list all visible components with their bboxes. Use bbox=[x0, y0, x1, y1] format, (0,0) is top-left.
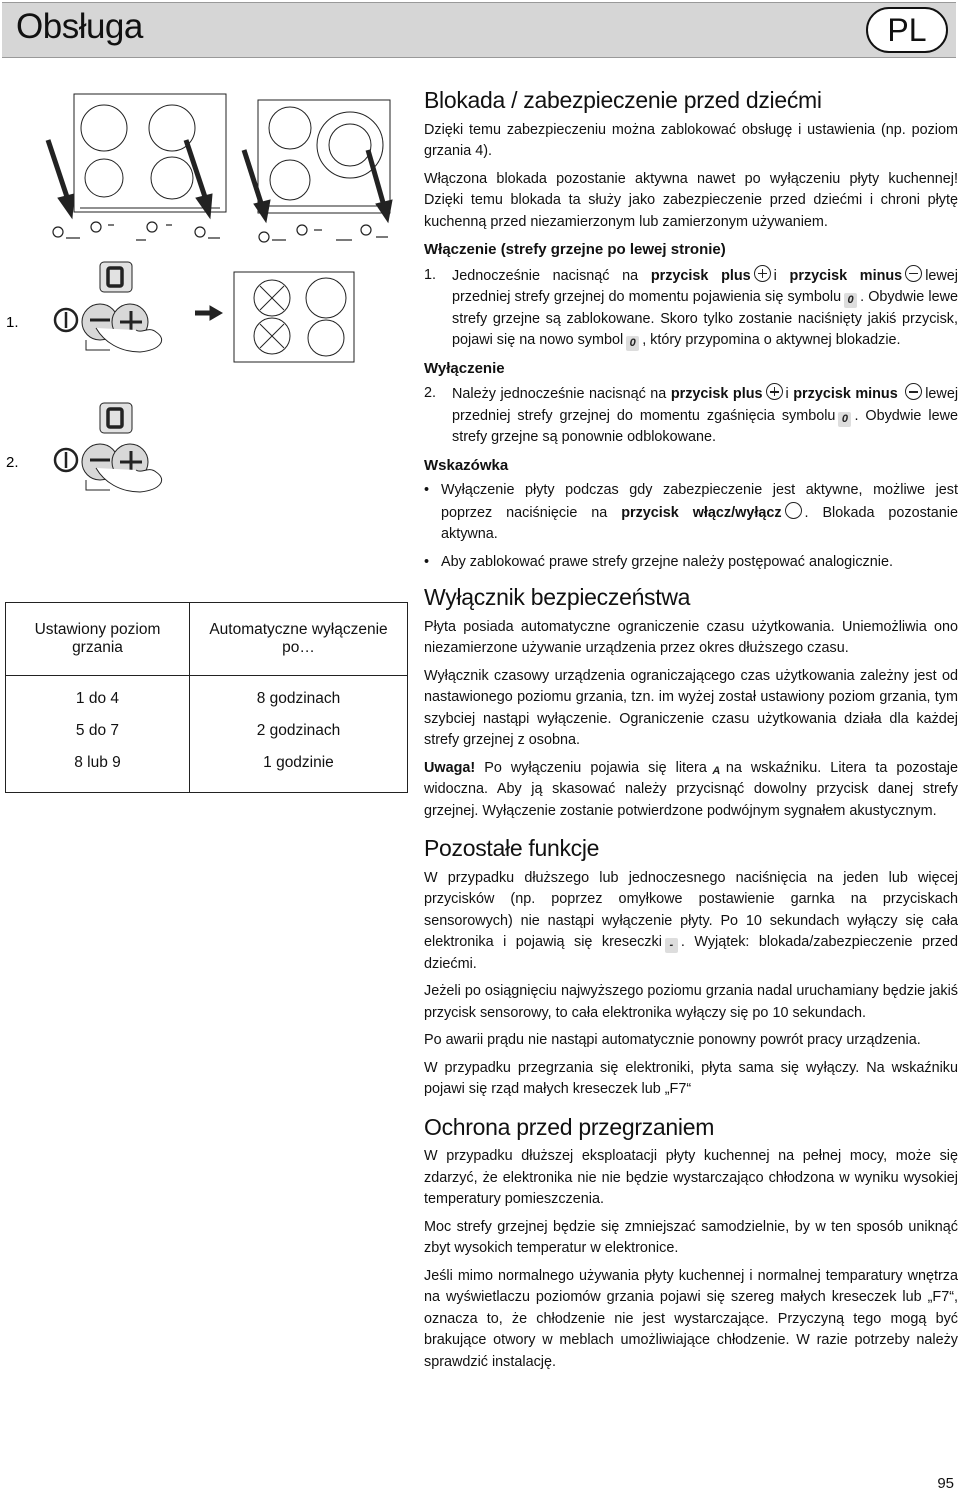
paragraph: Włączona blokada pozostanie aktywna nawet po wyłączeniu płyty kuchennej! Dzięki temu blokada ta służy jako zabezpieczenie przed dziećmi i chroni płytę kuchenną przed niezamierzonym lub zamierzonym używaniem. bbox=[424, 170, 958, 230]
plus-icon bbox=[766, 383, 783, 400]
list-item: • Wyłączenie płyty podczas gdy zabezpieczenie jest aktywne, możliwe jest poprzez naciśnięcie na przycisk włącz/wyłącz . Blokada pozostanie aktywna. bbox=[424, 482, 959, 542]
section-title: Ochrona przed przegrzaniem bbox=[424, 1113, 715, 1140]
lock-symbol-icon: 0 bbox=[838, 412, 851, 427]
section-title: Wyłącznik bezpieczeństwa bbox=[424, 584, 691, 610]
page-title: Obsługa bbox=[16, 7, 143, 46]
item-number: 1. bbox=[424, 266, 437, 283]
section-overheat-protection bbox=[424, 1113, 958, 1374]
hob-zone bbox=[85, 159, 123, 197]
hob-zone bbox=[151, 157, 193, 199]
auto-shutoff-table bbox=[5, 602, 408, 793]
hob-illustrations bbox=[0, 90, 410, 610]
paragraph: W przypadku dłuższego lub jednoczesnego naciśnięcia na jeden lub więcej przycisków (np. poprzez omyłkowe postawienie garnka na przyciskach sensorowych) nie nastąpi wyłączenie płyty. Po 10 sekundach wyłączy się cała elektronika i pojawią się kreseczki - . Wyjątek: blokada/zabezpieczenie przed dziećmi. bbox=[424, 869, 958, 972]
paragraph: Jeśli mimo normalnego używania płyty kuchennej i normalnej temparatury wnętrza na wyświetlaczu poziomów grzania pojawi się szereg małych kreseczek lub „F7“, oznacza to, że chłodzenie nie jest wystarczające. Przyczyną tego mogą być brakujące otwory w meblach umożliwiające chłodzenie. W razie potrzeby należy sprawdzić instalację. bbox=[424, 1267, 958, 1370]
dash-symbol-icon: - bbox=[665, 938, 678, 953]
control-row-right bbox=[259, 225, 388, 242]
power-icon bbox=[785, 502, 802, 519]
locked-hob-panel bbox=[234, 272, 354, 362]
section-child-lock bbox=[424, 87, 959, 573]
language-badge: PL bbox=[866, 7, 948, 53]
minus-icon bbox=[905, 265, 922, 282]
subheading: Wyłączenie bbox=[424, 359, 505, 377]
section-title: Pozostałe funkcje bbox=[424, 835, 600, 861]
step-label-1: 1. bbox=[6, 314, 19, 331]
table-row bbox=[6, 747, 408, 793]
hob-zone bbox=[270, 160, 310, 200]
paragraph: Płyta posiada automatyczne ograniczenie czasu użytkowania. Uniemożliwia ono niezamierzone używanie urządzenia przez okres dłuższego czasu. bbox=[424, 618, 958, 656]
table-header: Ustawiony poziom grzania bbox=[6, 603, 190, 676]
section-safety-switch bbox=[424, 584, 959, 822]
subheading: Włączenie (strefy grzejne po lewej stronie) bbox=[424, 241, 726, 258]
table-cell: 2 godzinach bbox=[189, 715, 407, 747]
paragraph: Po awarii prądu nie nastąpi automatycznie ponowny powrót pracy urządzenia. bbox=[424, 1032, 921, 1048]
page-header bbox=[2, 2, 956, 58]
paragraph: W przypadku przegrzania się elektroniki, płyta sama się wyłączy. Na wskaźniku pojawi się rząd małych kreseczek lub „F7“ bbox=[424, 1059, 958, 1097]
plus-icon bbox=[754, 265, 771, 282]
hob-zone bbox=[81, 105, 127, 151]
table-cell: 8 lub 9 bbox=[6, 747, 190, 793]
hob-zone bbox=[269, 107, 311, 149]
paragraph: W przypadku dłuższej eksploatacji płyty kuchennej na pełnej mocy, może się zdarzyć, że elektronika nie nie będzie wystarczająco chłodzona w wyniku wysokiej temperatury pomieszczenia. bbox=[424, 1148, 958, 1207]
table-header: Automatyczne wyłączenie po… bbox=[189, 603, 407, 676]
table-cell: 1 do 4 bbox=[6, 676, 190, 716]
section-title: Blokada / zabezpieczenie przed dziećmi bbox=[424, 87, 822, 113]
numbered-item: 2. Należy jednocześnie nacisnąć na przycisk plus i przycisk minus lewej przedniej strefy grzejnej do momentu zgaśnięcia symbolu 0 . Obydwie lewe strefy grzejne są ponownie odblokowane. bbox=[424, 383, 958, 449]
step-label-2: 2. bbox=[6, 454, 19, 471]
arrow-indicator bbox=[244, 150, 262, 206]
page-number: 95 bbox=[937, 1475, 954, 1492]
table-cell: 5 do 7 bbox=[6, 715, 190, 747]
paragraph: Moc strefy grzejnej będzie się zmniejszać samodzielnie, by w ten sposób uniknąć zbyt wysokich temperatur w elektronice. bbox=[424, 1218, 958, 1256]
letter-a-icon: A bbox=[712, 764, 721, 777]
item-number: 2. bbox=[424, 385, 437, 401]
table-cell: 8 godzinach bbox=[189, 676, 407, 716]
paragraph: Uwaga! Po wyłączeniu pojawia się litera A na wskaźniku. Litera ta pozostaje widoczna. Aby ją skasować należy przycisnąć dowolny przycisk danej strefy grzejnej. Wyłączenie zostanie potwierdzone podwójnym sygnałem akustycznym. bbox=[424, 759, 959, 819]
hint-list bbox=[424, 480, 958, 573]
lock-symbol-icon: 0 bbox=[626, 336, 639, 351]
table-row bbox=[6, 676, 408, 716]
paragraph: Dzięki temu zabezpieczeniu można zablokować obsługę i ustawienia (np. poziom grzania 4). bbox=[424, 121, 958, 159]
arrow-indicator bbox=[368, 150, 384, 206]
lock-symbol-icon: 0 bbox=[844, 293, 857, 308]
subheading: Wskazówka bbox=[424, 456, 509, 474]
finger-hand bbox=[96, 468, 162, 492]
main-content bbox=[424, 87, 959, 1379]
control-row-left bbox=[53, 222, 220, 240]
paragraph: Jeżeli po osiągnięciu najwyższego poziomu grzania nadal uruchamiany będzie jakiś przycisk sensorowy, to cała elektronika wyłączy się po 10 sekundach. bbox=[424, 983, 958, 1021]
section-other-functions bbox=[424, 835, 958, 1101]
table-row bbox=[6, 715, 408, 747]
arrow-indicator bbox=[48, 140, 68, 200]
numbered-item: 1. Jednocześnie nacisnąć na przycisk plus i przycisk minus lewej przedniej strefy grzejnej do momentu pojawienia się symbolu 0 . Obydwie lewe strefy grzejne są zablokowane. Skoro tylko zostanie naciśnięty jakiś przycisk, pojawi się na nowo symbol 0 , który przypomina o aktywnej blokadzie. bbox=[424, 265, 958, 352]
table-cell: 1 godzinie bbox=[189, 747, 407, 793]
finger-hand bbox=[96, 328, 162, 352]
paragraph: Wyłącznik czasowy urządzenia ograniczającego czas użytkowania zależny jest od nastawionego poziomu grzania, tzn. im wyżej został ustawiony poziom grzania, tym szybciej nastąpi wyłączenie. Ograniczenie czasu użytkowania działa dla każdej strefy grzejnej z osobna. bbox=[424, 667, 958, 748]
hob-zone bbox=[329, 124, 371, 166]
list-item: • Aby zablokować prawe strefy grzejne należy postępować analogicznie. bbox=[424, 553, 893, 570]
minus-icon bbox=[905, 383, 922, 400]
